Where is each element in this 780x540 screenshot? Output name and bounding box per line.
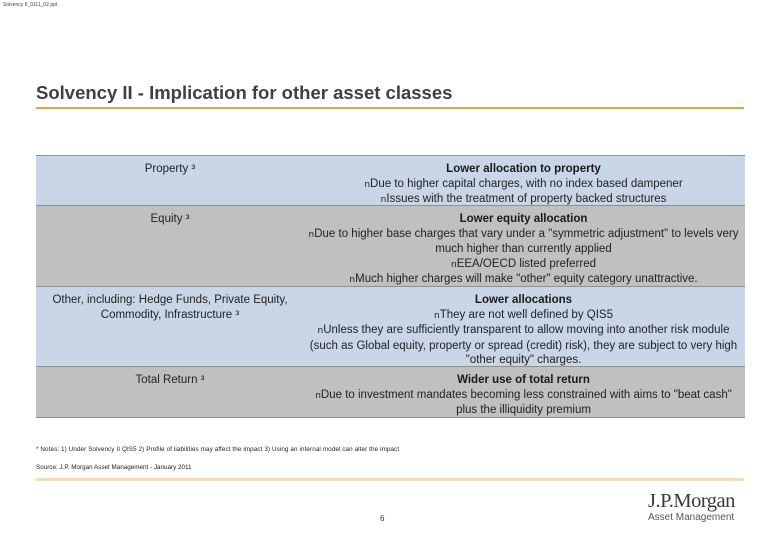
implication-cell (304, 206, 745, 286)
table-row (36, 367, 745, 417)
implication-heading: Lower allocations (474, 294, 573, 306)
bullet-line: nIssues with the treatment of property backed structures (380, 193, 667, 205)
bullet-marker: n (349, 275, 356, 285)
file-label: Solvency II_0111_02.ppt (3, 2, 58, 8)
jpmorgan-logo (648, 490, 735, 524)
asset-class-cell: Property ³ (144, 163, 196, 175)
table-row (36, 287, 745, 366)
bullet-line: nUnless they are sufficiently transparent to allow moving into another risk module (such as Global equity, property or spread (credit) risk), they are subject to very high "other equity" charges. (309, 324, 738, 366)
table-row (36, 206, 745, 286)
page-number: 6 (380, 514, 385, 523)
title-rule (36, 107, 744, 109)
implication-heading: Wider use of total return (457, 374, 590, 386)
bullet-marker: n (308, 229, 315, 240)
table-row (36, 156, 745, 205)
bullet-line: nEEA/OECD listed preferred (450, 257, 597, 270)
page-title: Solvency II - Implication for other asset classes (36, 82, 453, 103)
asset-class-cell: Total Return ³ (135, 374, 205, 386)
bullet-marker: n (450, 259, 457, 270)
footer-rule (36, 478, 744, 481)
asset-class-table (36, 155, 745, 418)
footnote: * Notes: 1) Under Solvency II QIS5 2) Profile of liabilities may affect the impact 3) Using an internal model can alter the impact (36, 446, 400, 453)
bullet-line: nDue to higher base charges that vary under a "symmetric adjustment" to levels very much higher than currently applied (308, 227, 739, 255)
bullet-marker: n (364, 179, 371, 190)
implication-heading: Lower equity allocation (459, 213, 588, 225)
logo-subtitle: Asset Management (648, 512, 735, 523)
logo-wordmark: J.P.Morgan (648, 490, 735, 512)
source-note: Source: J.P. Morgan Asset Management - January 2011 (36, 464, 192, 471)
bullet-marker: n (434, 310, 440, 321)
bullet-marker: n (315, 390, 321, 401)
bullet-line: nDue to higher capital charges, with no index based dampener (364, 177, 683, 190)
bullet-line: nThey are not well defined by QIS5 (434, 308, 613, 321)
bullet-line: nMuch higher charges will make "other" equity category unattractive. (349, 273, 698, 285)
bullet-marker: n (380, 195, 387, 205)
bullet-marker: n (317, 326, 324, 336)
implication-heading: Lower allocation to property (446, 163, 601, 175)
bullet-line: nDue to investment mandates becoming less constrained with aims to "beat cash" plus the illiquidity premium (315, 388, 732, 416)
asset-class-cell: Equity ³ (150, 213, 190, 225)
implication-cell (304, 156, 745, 205)
implication-cell (304, 367, 745, 417)
asset-class-cell: Other, including: Hedge Funds, Private Equity, Commodity, Infrastructure ³ (52, 294, 288, 321)
implication-cell (304, 287, 745, 366)
